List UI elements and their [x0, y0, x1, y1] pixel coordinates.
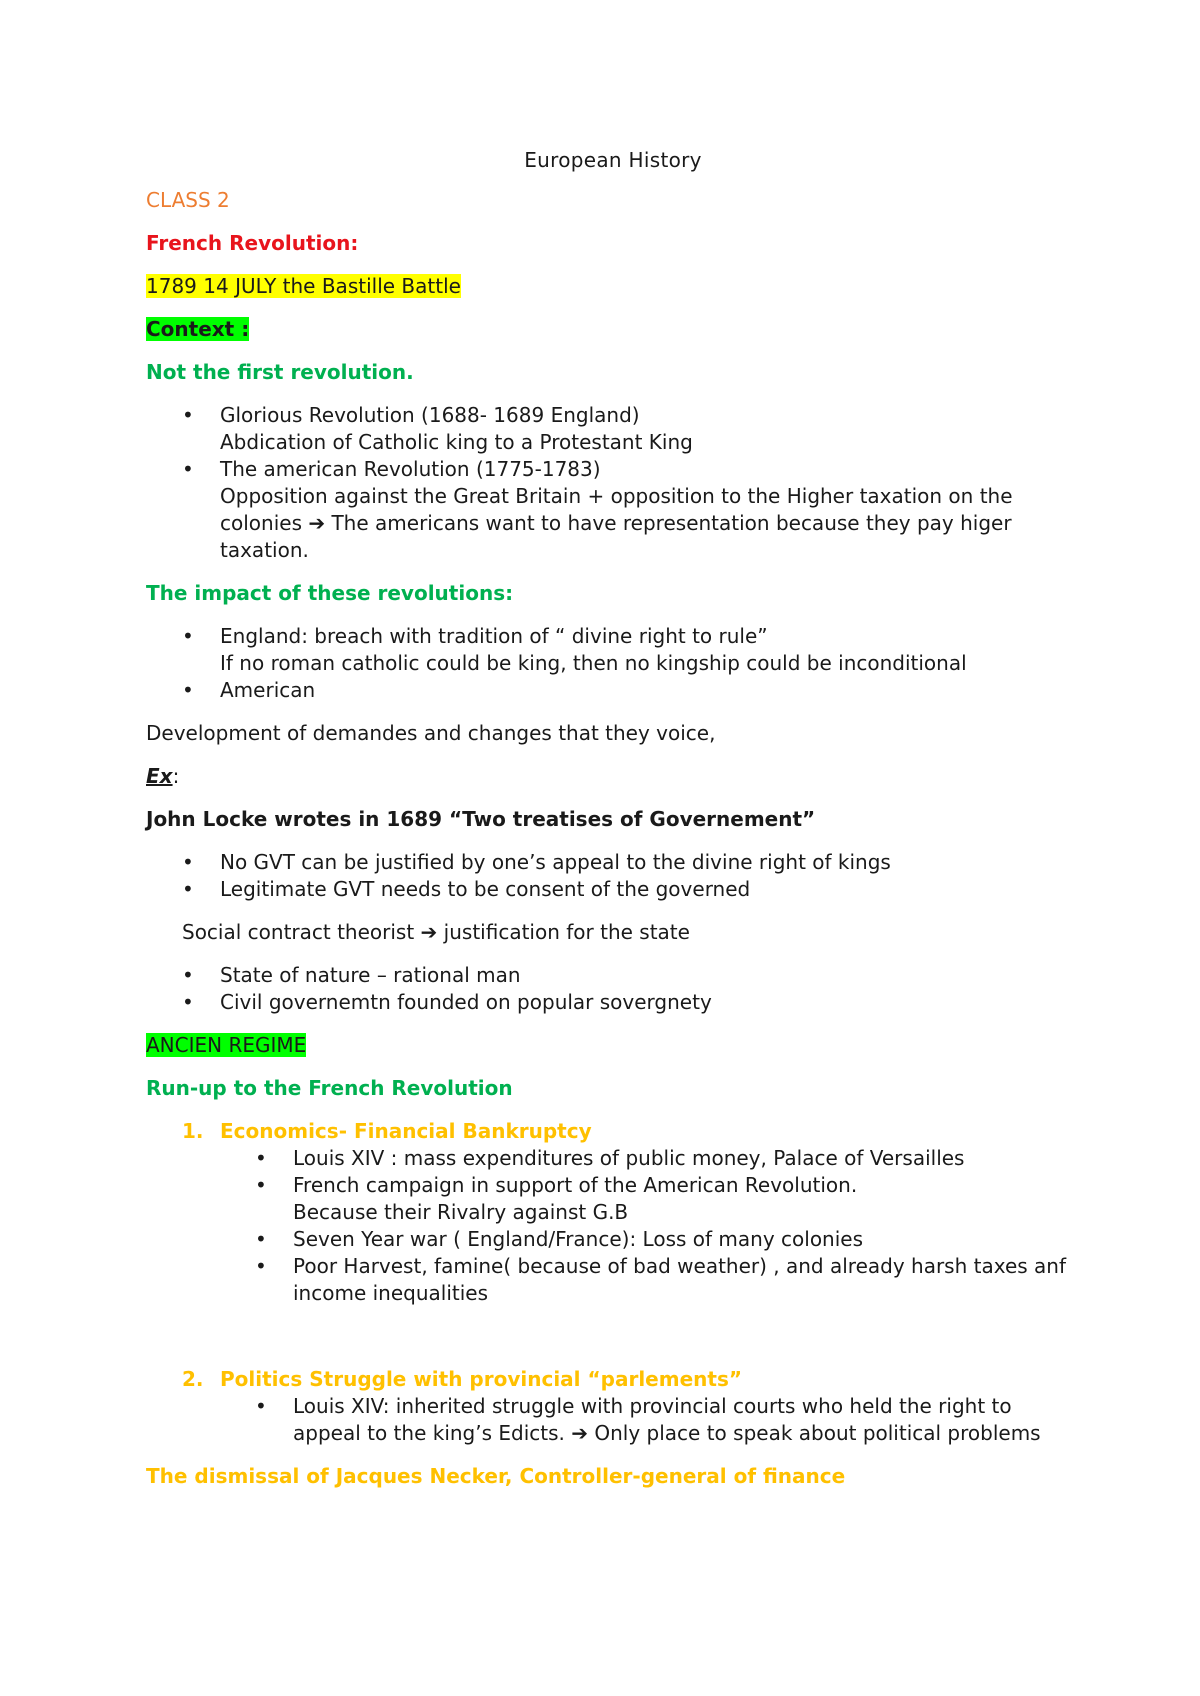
list-item: [146, 677, 1080, 704]
bullet-icon: •: [182, 850, 194, 874]
list-item-text: Civil governemtn founded on popular sovergnety: [220, 990, 712, 1014]
section-title: Economics- Financial Bankruptcy: [220, 1119, 592, 1143]
list-item-text: American: [220, 678, 316, 702]
context-label: Context :: [146, 317, 250, 341]
impact-list: [146, 623, 1080, 704]
list-item: [146, 1145, 1080, 1172]
list-item: [146, 1393, 1080, 1447]
text-part: Only place to speak about political problems: [588, 1421, 1041, 1445]
bullet-icon: •: [182, 963, 194, 987]
numbered-item: [146, 1118, 1080, 1307]
arrow-right-icon: ➔: [420, 920, 438, 944]
list-item-text: The american Revolution (1775-1783): [220, 457, 601, 481]
state-list: [146, 962, 1080, 1016]
text-part: Louis XIV: inherited struggle with provincial courts who held the right to appeal to the king’s Edicts.: [293, 1394, 1012, 1445]
list-item-text: Glorious Revolution (1688- 1689 England): [220, 403, 640, 427]
bullet-icon: •: [255, 1227, 267, 1251]
document-title: European History: [524, 148, 702, 172]
bullet-icon: •: [255, 1254, 267, 1278]
list-item-subtext: Abdication of Catholic king to a Protestant King: [220, 430, 693, 454]
text-part: justification for the state: [437, 920, 690, 944]
text-part: Opposition against the Great Britain + opposition to the Higher taxation on the colonies: [220, 484, 1013, 535]
runup-heading: Run-up to the French Revolution: [146, 1076, 513, 1100]
list-item: [146, 849, 1080, 876]
list-item-text: Louis XIV : mass expenditures of public money, Palace of Versailles: [293, 1146, 965, 1170]
ancien-regime-label: ANCIEN REGIME: [146, 1033, 307, 1057]
list-item-text: Legitimate GVT needs to be consent of the governed: [220, 877, 751, 901]
list-item-text: French campaign in support of the American Revolution.: [293, 1173, 858, 1197]
list-item-subtext: [220, 483, 1080, 564]
numbered-item: [146, 1366, 1080, 1447]
list-item: [146, 402, 1080, 456]
class-label: CLASS 2: [146, 188, 230, 212]
ex-label: Ex: [146, 764, 173, 788]
sub-list: [220, 1145, 1080, 1307]
bullet-icon: •: [182, 877, 194, 901]
french-revolution-heading: French Revolution:: [146, 231, 359, 255]
bullet-icon: •: [182, 457, 194, 481]
item-number: 1.: [182, 1119, 204, 1143]
ex-colon: :: [172, 764, 180, 788]
text-part: Social contract theorist: [182, 920, 421, 944]
list-item-subtext: If no roman catholic could be king, then no kingship could be inconditional: [220, 651, 967, 675]
bullet-icon: •: [182, 678, 194, 702]
list-item-subtext: Because their Rivalry against G.B: [293, 1200, 629, 1224]
list-item-text: [293, 1393, 1080, 1447]
list-item-text: Poor Harvest, famine( because of bad weather) , and already harsh taxes anf income inequalities: [293, 1254, 1067, 1305]
arrow-right-icon: ➔: [308, 511, 326, 535]
list-item: [146, 1172, 1080, 1226]
list-item: [146, 876, 1080, 903]
runup-list: [146, 1118, 1080, 1447]
social-contract-line: [146, 919, 1080, 946]
arrow-right-icon: ➔: [571, 1421, 589, 1445]
list-item: [146, 623, 1080, 677]
list-item-text: England: breach with tradition of “ divine right to rule”: [220, 624, 768, 648]
list-item: [146, 1253, 1080, 1307]
list-item: [146, 962, 1080, 989]
bullet-icon: •: [182, 990, 194, 1014]
bullet-icon: •: [182, 624, 194, 648]
locke-heading: John Locke wrotes in 1689 “Two treatises of Governement”: [146, 807, 816, 831]
list-item: [146, 989, 1080, 1016]
development-line: Development of demandes and changes that they voice,: [146, 721, 716, 745]
bullet-icon: •: [255, 1146, 267, 1170]
list-item-text: State of nature – rational man: [220, 963, 521, 987]
dismissal-heading: The dismissal of Jacques Necker, Controller-general of finance: [146, 1464, 846, 1488]
locke-list: [146, 849, 1080, 903]
revolutions-list: [146, 402, 1080, 564]
bullet-icon: •: [182, 403, 194, 427]
list-item: [146, 456, 1080, 564]
bullet-icon: •: [255, 1394, 267, 1418]
item-number: 2.: [182, 1367, 204, 1391]
list-item: [146, 1226, 1080, 1253]
section-title: Politics Struggle with provincial “parlements”: [220, 1367, 742, 1391]
text-part: The americans want to have representation because they pay higer taxation.: [220, 511, 1012, 562]
bullet-icon: •: [255, 1173, 267, 1197]
sub-list: [220, 1393, 1080, 1447]
not-first-heading: Not the first revolution.: [146, 360, 414, 384]
list-item-text: No GVT can be justified by one’s appeal to the divine right of kings: [220, 850, 891, 874]
list-item-text: Seven Year war ( England/France): Loss of many colonies: [293, 1227, 864, 1251]
bastille-line: 1789 14 JULY the Bastille Battle: [146, 274, 461, 298]
impact-heading: The impact of these revolutions:: [146, 581, 514, 605]
